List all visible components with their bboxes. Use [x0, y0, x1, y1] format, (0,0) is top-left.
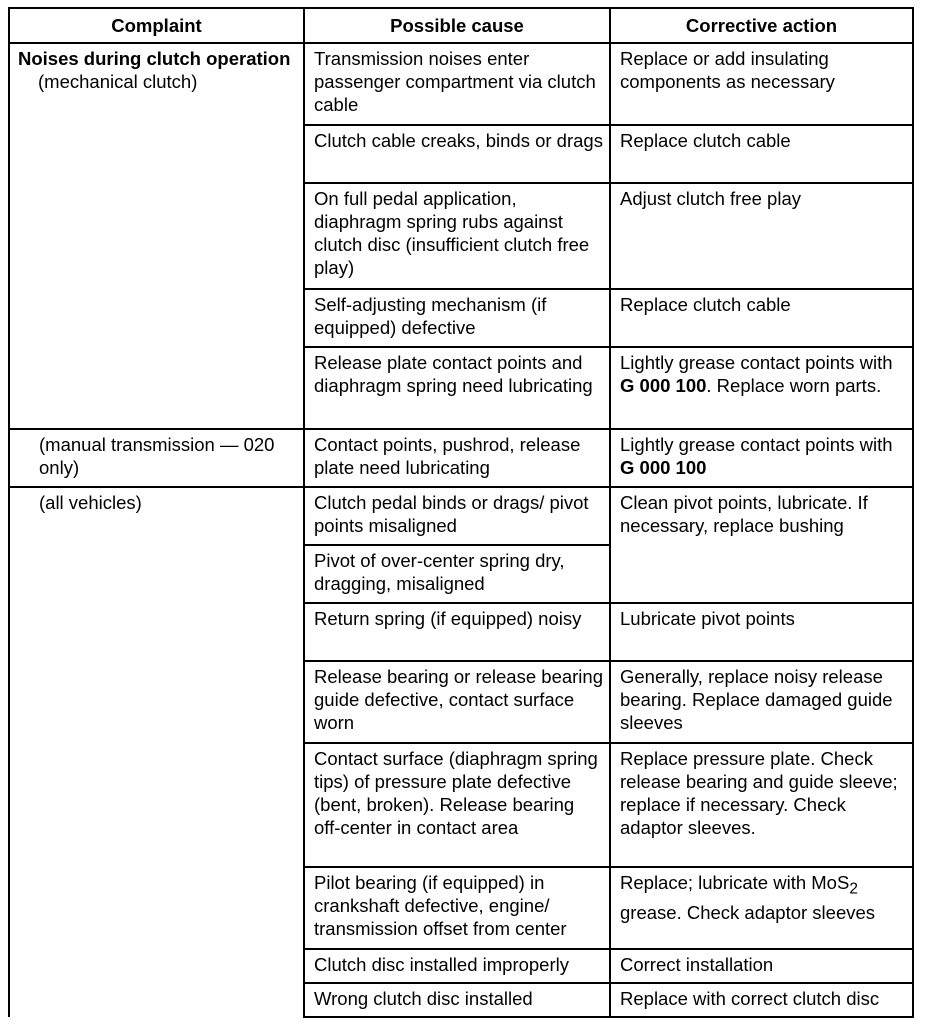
action-cell: Replace or add insulating components as necessary	[610, 43, 913, 125]
complaint-cell-manual	[9, 429, 304, 487]
cause-cell: Clutch cable creaks, binds or drags	[304, 125, 610, 183]
action-cell	[610, 867, 913, 949]
header-action: Corrective action	[610, 8, 913, 43]
cause-cell: Transmission noises enter passenger compartment via clutch cable	[304, 43, 610, 125]
cause-cell: Pilot bearing (if equipped) in crankshaft defective, engine/ transmission offset from center	[304, 867, 610, 949]
action-cell: Replace clutch cable	[610, 289, 913, 347]
cause-cell: Release bearing or release bearing guide defective, contact surface worn	[304, 661, 610, 743]
cause-cell: On full pedal application, diaphragm spring rubs against clutch disc (insufficient clutch free play)	[304, 183, 610, 289]
header-complaint: Complaint	[9, 8, 304, 43]
action-text: Replace; lubricate with MoS	[620, 872, 850, 893]
action-text: Lightly grease contact points with	[620, 434, 893, 455]
header-row	[9, 8, 913, 43]
action-cell: Correct installation	[610, 949, 913, 983]
troubleshooting-page	[8, 7, 912, 1018]
action-text: . Replace worn parts.	[706, 375, 882, 396]
part-number: G 000 100	[620, 375, 707, 396]
complaint-mechanical: (mechanical clutch)	[38, 71, 198, 92]
table-row	[9, 487, 913, 545]
action-cell: Generally, replace noisy release bearing. Replace damaged guide sleeves	[610, 661, 913, 743]
cause-cell: Wrong clutch disc installed	[304, 983, 610, 1017]
complaint-manual: (manual transmission — 020 only)	[39, 434, 275, 478]
action-cell	[610, 347, 913, 429]
action-cell: Replace pressure plate. Check release bearing and guide sleeve; replace if necessary. Check adaptor sleeves.	[610, 743, 913, 867]
complaint-all: (all vehicles)	[39, 492, 142, 513]
action-cell: Adjust clutch free play	[610, 183, 913, 289]
part-number: G 000 100	[620, 457, 707, 478]
action-cell	[610, 429, 913, 487]
action-text: grease. Check adaptor sleeves	[620, 901, 876, 923]
cause-cell: Self-adjusting mechanism (if equipped) defective	[304, 289, 610, 347]
table-row	[9, 43, 913, 125]
action-cell: Replace with correct clutch disc	[610, 983, 913, 1017]
cause-cell: Clutch disc installed improperly	[304, 949, 610, 983]
clutch-troubleshooting-table	[8, 7, 914, 1018]
cause-cell: Return spring (if equipped) noisy	[304, 603, 610, 661]
cause-cell: Contact points, pushrod, release plate need lubricating	[304, 429, 610, 487]
action-text: Lightly grease contact points with	[620, 352, 893, 373]
header-cause: Possible cause	[304, 8, 610, 43]
complaint-cell-mechanical	[9, 43, 304, 429]
complaint-title: Noises during clutch operation	[18, 48, 291, 69]
action-cell: Lubricate pivot points	[610, 603, 913, 661]
cause-cell: Pivot of over-center spring dry, dragging, misaligned	[304, 545, 610, 603]
table-row	[9, 429, 913, 487]
cause-cell: Clutch pedal binds or drags/ pivot points misaligned	[304, 487, 610, 545]
complaint-cell-all	[9, 487, 304, 1017]
cause-cell: Release plate contact points and diaphragm spring need lubricating	[304, 347, 610, 429]
subscript: 2	[849, 880, 858, 898]
action-cell: Replace clutch cable	[610, 125, 913, 183]
cause-cell: Contact surface (diaphragm spring tips) of pressure plate defective (bent, broken). Release bearing off-center in contact area	[304, 743, 610, 867]
action-cell: Clean pivot points, lubricate. If necessary, replace bushing	[610, 487, 913, 603]
